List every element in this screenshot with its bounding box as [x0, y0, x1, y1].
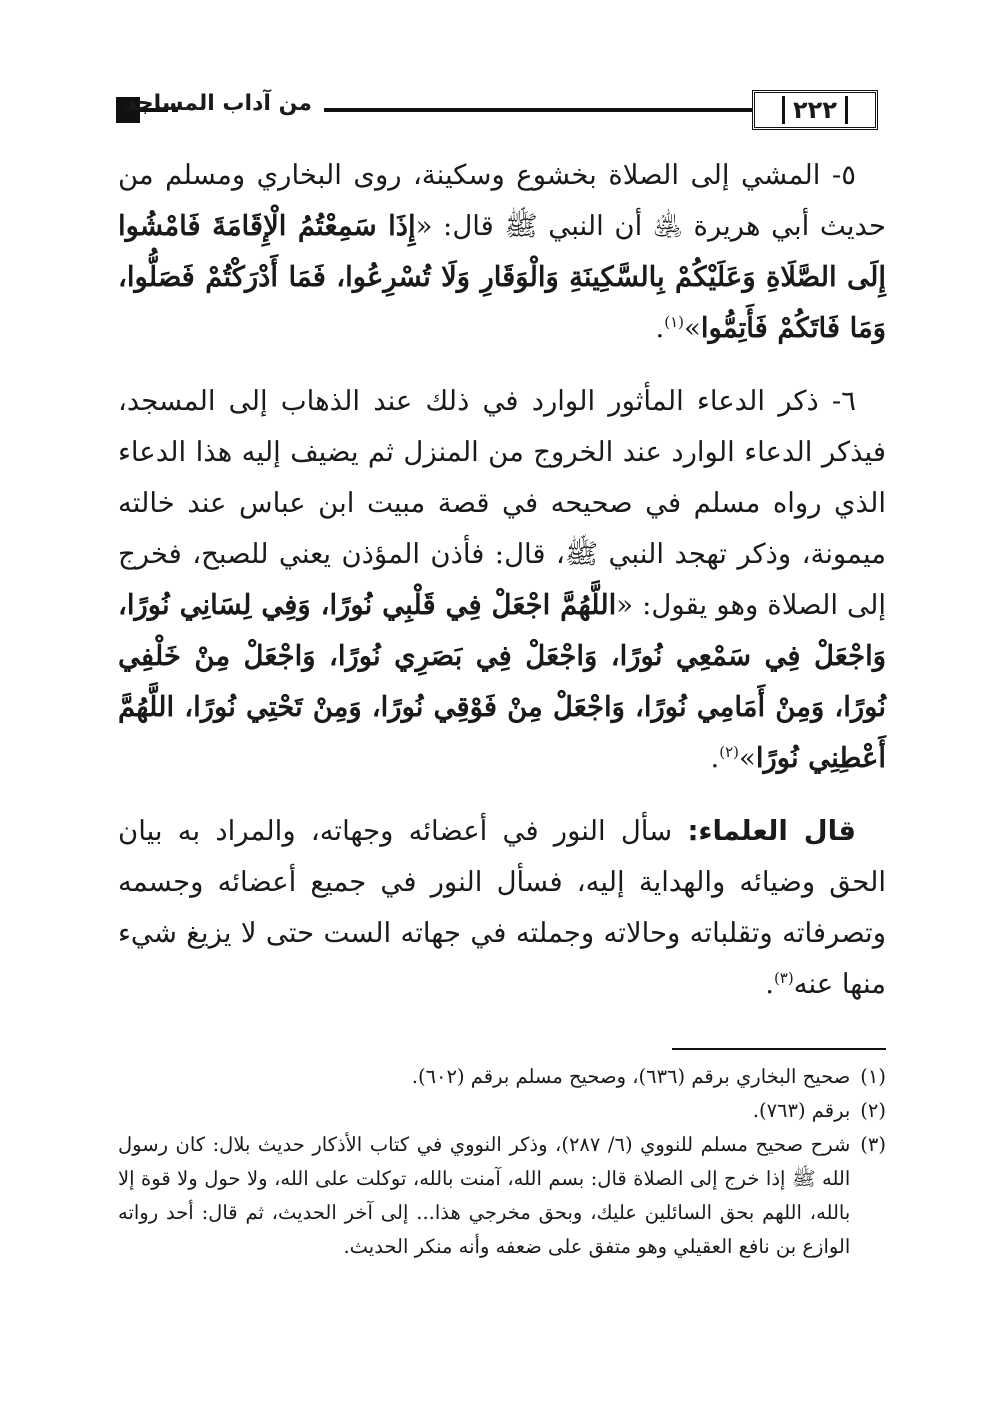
footnote-number: (١): [860, 1065, 886, 1088]
footnote-number: (٣): [860, 1133, 886, 1156]
page-number: ٢٢٢: [782, 96, 848, 124]
quote-close: »: [738, 742, 756, 774]
footnote-1: [118, 1060, 886, 1094]
paragraph-5: [118, 150, 886, 354]
paragraph-6-intro: ٦- ذكر الدعاء المأثور الوارد في ذلك عند الذهاب إلى المسجد، فيذكر الدعاء الوارد عند الخروج من المنزل ثم يضيف إليه هذا الدعاء الذي رواه مسلم في صحيحه في قصة مبيت ابن عباس عند خالته ميمونة، وذكر تهجد النبي ﷺ، قال: فأذن المؤذن يعني للصبح، فخرج إلى الصلاة وهو يقول: «: [118, 385, 886, 621]
book-title: من آداب المساجد: [125, 91, 312, 116]
paragraph-7-text: سأل النور في أعضائه وجهاته، والمراد به بيان الحق وضيائه والهداية إليه، فسأل النور في جميع أعضائه وجسمه وتصرفاته وتقلباته وحالاته وجملته في جهاته الست حتى لا يزيغ شيء منها عنه: [118, 815, 886, 1000]
footnote-2: [118, 1094, 886, 1128]
footnote-3: [118, 1128, 886, 1264]
paragraph-6-end: .: [710, 742, 720, 774]
paragraph-7-end: .: [765, 968, 774, 1000]
scholars-lead: قال العلماء:: [687, 815, 856, 847]
footnote-text: برقم (٧٦٣).: [752, 1099, 851, 1122]
footnote-text: صحيح البخاري برقم (٦٣٦)، وصحيح مسلم برقم (٦٠٢).: [411, 1065, 851, 1088]
page-header: [116, 88, 886, 132]
paragraph-5-end: .: [655, 312, 665, 344]
main-text: [118, 150, 886, 1032]
footnote-text: شرح صحيح مسلم للنووي (٦/ ٢٨٧)، وذكر النووي في كتاب الأذكار حديث بلال: كان رسول الله ﷺ إذا خرج إلى الصلاة قال: بسم الله، آمنت بالله، توكلت على الله، ولا حول ولا قوة إلا بالله، اللهم بحق السائلين عليك، وبحق مخرجي هذا... إلى آخر الحديث، ثم قال: أحد رواته الوازع بن نافع العقيلي وهو متفق على ضعفه وأنه منكر الحديث.: [118, 1133, 851, 1258]
footnote-ref-1[interactable]: (١): [664, 312, 685, 331]
hadith-light-supplication: اللَّهُمَّ اجْعَلْ فِي قَلْبِي نُورًا، وَفِي لِسَانِي نُورًا، وَاجْعَلْ فِي سَمْعِي نُورًا، وَاجْعَلْ فِي بَصَرِي نُورًا، وَاجْعَلْ مِنْ خَلْفِي نُورًا، وَمِنْ أَمَامِي نُورًا، وَاجْعَلْ مِنْ فَوْقِي نُورًا، وَمِنْ تَحْتِي نُورًا، اللَّهُمَّ أَعْطِنِي نُورًا: [118, 589, 886, 774]
hadith-walking-to-prayer: إِذَا سَمِعْتُمُ الْإِقَامَةَ فَامْشُوا إِلَى الصَّلَاةِ وَعَلَيْكُمْ بِالسَّكِينَةِ وَالْوَقَارِ وَلَا تُسْرِعُوا، فَمَا أَدْرَكْتُمْ فَصَلُّوا، وَمَا فَاتَكُمْ فَأَتِمُّوا: [118, 210, 886, 344]
footnotes: [118, 1060, 886, 1264]
page-number-frame: [752, 90, 878, 130]
footnote-ref-3[interactable]: (٣): [773, 968, 794, 987]
paragraph-7: [118, 806, 886, 1010]
header-rule-middle: [324, 108, 752, 112]
footnote-ref-2[interactable]: (٢): [719, 742, 739, 761]
paragraph-5-intro: ٥- المشي إلى الصلاة بخشوع وسكينة، روى البخاري ومسلم من حديث أبي هريرة ﵁ أن النبي ﷺ قال: «: [118, 159, 886, 242]
quote-close: »: [684, 312, 701, 344]
footnote-number: (٢): [860, 1099, 886, 1122]
footnote-separator: [672, 1048, 886, 1050]
paragraph-6: [118, 376, 886, 784]
